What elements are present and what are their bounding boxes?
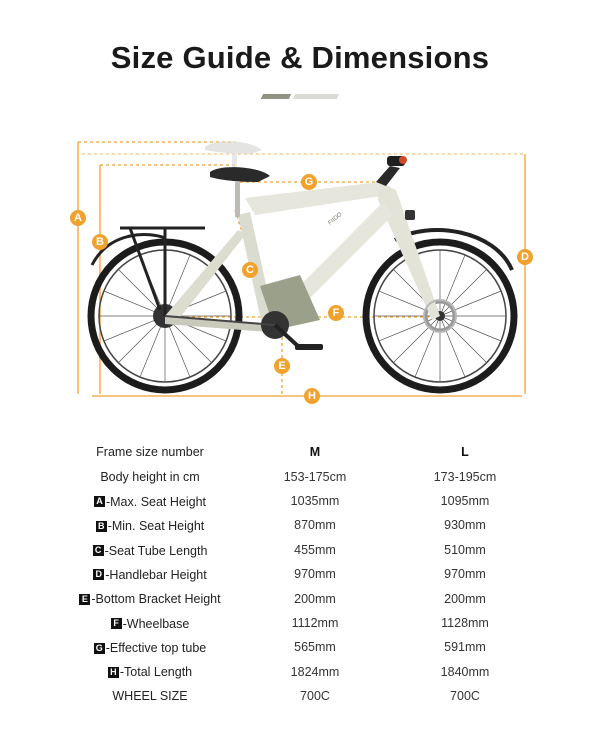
svg-text:G: G bbox=[304, 176, 314, 188]
bike-dimension-diagram bbox=[0, 120, 600, 420]
value-m: 200mm bbox=[294, 591, 336, 606]
header-size-m: M bbox=[309, 445, 321, 460]
letter-box: E bbox=[79, 594, 90, 605]
row-label: -Bottom Bracket Height bbox=[91, 592, 221, 607]
badge-f bbox=[328, 305, 344, 321]
row-label: -Total Length bbox=[119, 665, 193, 680]
letter-box: F bbox=[111, 618, 122, 629]
frame-brand-mark: FIIDO bbox=[327, 211, 344, 227]
divider-segment-light bbox=[293, 94, 339, 99]
row-label: -Effective top tube bbox=[105, 641, 207, 656]
value-m: 565mm bbox=[294, 640, 336, 655]
value-l: 510mm bbox=[444, 542, 486, 557]
badge-a bbox=[70, 210, 86, 226]
value-m: 970mm bbox=[294, 567, 336, 582]
value-l: 930mm bbox=[444, 518, 486, 533]
value-m: 1112mm bbox=[291, 615, 339, 630]
table-row bbox=[60, 513, 540, 537]
table-row bbox=[60, 660, 540, 684]
table-row bbox=[60, 586, 540, 610]
table-row bbox=[60, 635, 540, 659]
letter-box: H bbox=[108, 667, 119, 678]
badge-c bbox=[242, 262, 258, 278]
svg-text:H: H bbox=[308, 390, 316, 402]
value-l: 1840mm bbox=[440, 664, 490, 679]
value-l: 700C bbox=[450, 689, 480, 704]
badge-b bbox=[92, 234, 108, 250]
value-l: 970mm bbox=[444, 567, 486, 582]
table-row bbox=[60, 489, 540, 513]
row-label: -Wheelbase bbox=[122, 616, 190, 631]
value-m: 700C bbox=[300, 689, 330, 704]
svg-text:A: A bbox=[74, 212, 82, 224]
table-row bbox=[60, 562, 540, 586]
badge-d bbox=[517, 249, 533, 265]
table-row bbox=[60, 464, 540, 488]
value-m: 870mm bbox=[294, 518, 336, 533]
badge-e bbox=[274, 358, 290, 374]
letter-box: D bbox=[93, 569, 104, 580]
header-size-l: L bbox=[461, 445, 469, 460]
divider-segment-dark bbox=[261, 94, 291, 99]
row-label: -Seat Tube Length bbox=[104, 543, 208, 558]
table-row bbox=[60, 684, 540, 708]
page-title: Size Guide & Dimensions bbox=[110, 40, 490, 75]
value-m: 1824mm bbox=[290, 664, 340, 679]
svg-text:F: F bbox=[332, 307, 340, 319]
badge-g bbox=[301, 174, 317, 190]
letter-box: C bbox=[93, 545, 104, 556]
value-l: 1095mm bbox=[440, 493, 490, 508]
value-l: 173-195cm bbox=[433, 469, 497, 484]
row-label: Body height in cm bbox=[100, 469, 200, 484]
svg-text:D: D bbox=[521, 251, 529, 263]
value-m: 1035mm bbox=[290, 493, 340, 508]
bike-illustration bbox=[0, 120, 600, 420]
value-l: 1128mm bbox=[441, 615, 489, 630]
svg-text:E: E bbox=[278, 360, 286, 372]
table-row bbox=[60, 611, 540, 635]
table-row bbox=[60, 538, 540, 562]
letter-box: G bbox=[95, 642, 103, 653]
row-label: -Min. Seat Height bbox=[107, 519, 205, 534]
row-label: -Handlebar Height bbox=[105, 567, 207, 582]
value-m: 455mm bbox=[294, 542, 336, 557]
letter-box: B bbox=[96, 521, 107, 532]
header-label: Frame size number bbox=[96, 445, 204, 460]
row-label: WHEEL SIZE bbox=[112, 689, 188, 704]
size-spec-table bbox=[60, 440, 540, 708]
svg-text:C: C bbox=[246, 264, 254, 276]
table-header-row bbox=[60, 440, 540, 464]
title-divider bbox=[262, 94, 338, 99]
svg-text:B: B bbox=[96, 236, 104, 248]
row-label: -Max. Seat Height bbox=[105, 494, 207, 509]
badge-h bbox=[304, 388, 320, 404]
value-l: 200mm bbox=[444, 591, 486, 606]
value-l: 591mm bbox=[444, 640, 486, 655]
value-m: 153-175cm bbox=[283, 469, 347, 484]
letter-box: A bbox=[94, 496, 105, 507]
